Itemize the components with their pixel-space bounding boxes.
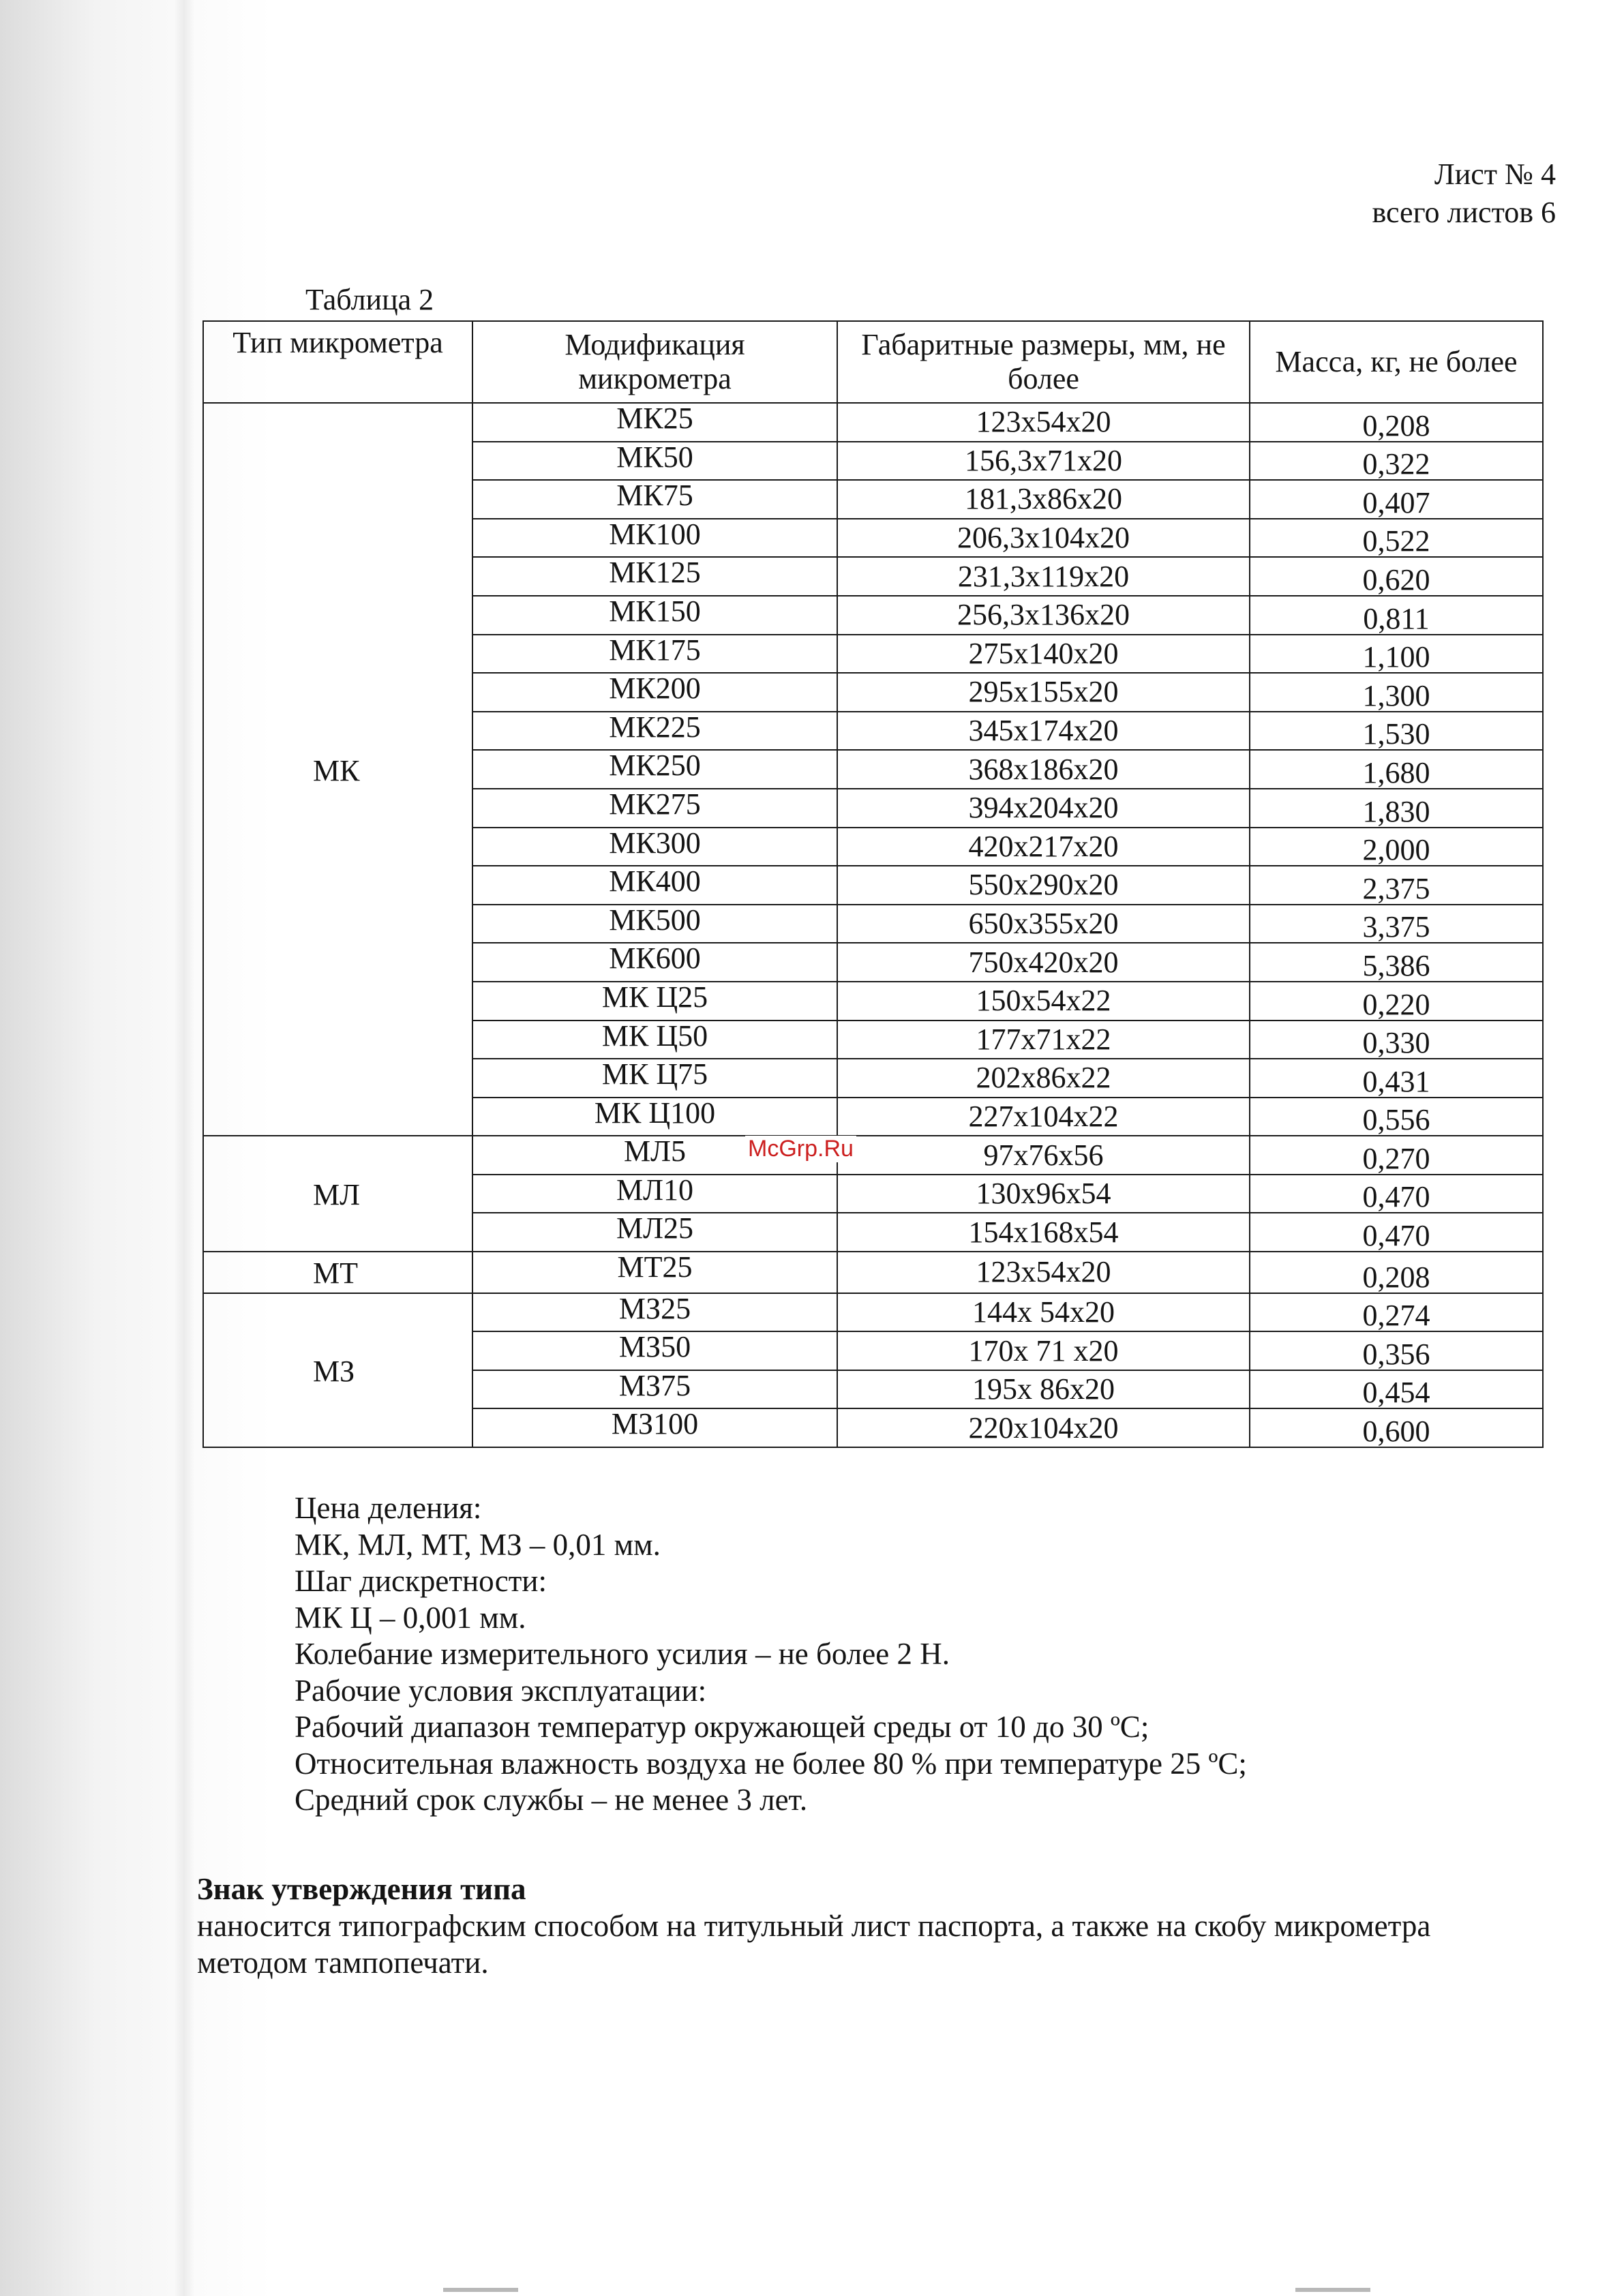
sheet-number: Лист № 4	[1434, 157, 1556, 191]
model-cell: МК Ц50	[472, 1021, 837, 1059]
mass-cell: 0,620	[1250, 557, 1543, 596]
col-header-type: Тип микрометра	[203, 321, 472, 403]
mass-cell: 0,454	[1250, 1370, 1543, 1409]
dims-cell: 195x 86x20	[837, 1370, 1250, 1409]
param-line: Рабочие условия эксплуатации:	[295, 1673, 707, 1708]
dims-cell: 154x168x54	[837, 1213, 1250, 1252]
mass-cell: 1,530	[1250, 712, 1543, 751]
param-line: МК, МЛ, МТ, МЗ – 0,01 мм.	[295, 1527, 661, 1562]
table-body	[203, 403, 1543, 1447]
model-cell: МК500	[472, 905, 837, 943]
dims-cell: 394x204x20	[837, 789, 1250, 828]
mass-cell: 1,100	[1250, 635, 1543, 674]
dims-cell: 295x155x20	[837, 673, 1250, 712]
dims-cell: 144x 54x20	[837, 1293, 1250, 1332]
model-cell: МК150	[472, 596, 837, 635]
model-cell: МК175	[472, 635, 837, 674]
mass-cell: 0,208	[1250, 1252, 1543, 1293]
mass-cell: 0,220	[1250, 982, 1543, 1021]
model-cell: МЛ25	[472, 1213, 837, 1252]
dims-cell: 750x420x20	[837, 943, 1250, 982]
model-cell: МК100	[472, 519, 837, 558]
mass-cell: 0,431	[1250, 1059, 1543, 1098]
total-sheets: всего листов 6	[1372, 196, 1556, 229]
table-row	[203, 1293, 1543, 1332]
param-line: Рабочий диапазон температур окружающей среды от 10 до 30 ºС;	[295, 1710, 1149, 1744]
col-header-dims	[837, 321, 1250, 403]
type-cell: МК	[203, 403, 472, 1136]
model-cell: МЗ75	[472, 1370, 837, 1409]
mass-cell: 0,270	[1250, 1136, 1543, 1175]
type-cell: МЗ	[203, 1293, 472, 1447]
param-line: Шаг дискретности:	[295, 1564, 547, 1598]
approval-mark-text	[197, 1907, 1547, 1981]
param-line: Средний срок службы – не менее 3 лет.	[295, 1783, 808, 1817]
dims-cell: 177x71x22	[837, 1021, 1250, 1059]
dims-cell: 256,3x136x20	[837, 596, 1250, 635]
mass-cell: 0,208	[1250, 403, 1543, 442]
table-row	[203, 1136, 1543, 1175]
dims-cell: 368x186x20	[837, 750, 1250, 789]
mass-cell: 5,386	[1250, 943, 1543, 982]
model-cell: МК Ц75	[472, 1059, 837, 1098]
model-cell: МТ25	[472, 1252, 837, 1293]
dims-cell: 150x54x22	[837, 982, 1250, 1021]
mass-cell: 0,274	[1250, 1293, 1543, 1332]
mass-cell: 0,811	[1250, 596, 1543, 635]
scan-artifact	[1295, 2288, 1370, 2292]
model-cell: МЛ5	[472, 1136, 837, 1175]
table-caption: Таблица 2	[305, 283, 434, 316]
mass-cell: 1,680	[1250, 750, 1543, 789]
mass-cell: 0,470	[1250, 1175, 1543, 1213]
type-cell: МТ	[203, 1252, 472, 1293]
dims-cell: 123x54x20	[837, 403, 1250, 442]
model-cell: МК400	[472, 866, 837, 905]
model-cell: МК250	[472, 750, 837, 789]
dims-cell: 220x104x20	[837, 1408, 1250, 1447]
model-cell: МК25	[472, 403, 837, 442]
model-cell: МЗ50	[472, 1331, 837, 1370]
dims-cell: 206,3x104x20	[837, 519, 1250, 558]
model-cell: МК75	[472, 480, 837, 519]
mass-cell: 1,300	[1250, 673, 1543, 712]
table-header-row	[203, 321, 1543, 403]
mass-cell: 0,522	[1250, 519, 1543, 558]
model-cell: МЛ10	[472, 1175, 837, 1213]
mass-cell: 2,375	[1250, 866, 1543, 905]
param-line: Относительная влажность воздуха не более 80 % при температуре 25 ºС;	[295, 1746, 1247, 1781]
dims-cell: 97x76x56	[837, 1136, 1250, 1175]
model-cell: МК275	[472, 789, 837, 828]
dims-cell: 130x96x54	[837, 1175, 1250, 1213]
mass-cell: 0,322	[1250, 442, 1543, 481]
dims-cell: 231,3x119x20	[837, 557, 1250, 596]
approval-mark-title: Знак утверждения типа	[197, 1872, 526, 1906]
col-header-model-text: Модификация микрометра	[565, 328, 745, 395]
type-cell: МЛ	[203, 1136, 472, 1252]
approval-mark-line: методом тампопечати.	[197, 1946, 489, 1980]
dims-cell: 202x86x22	[837, 1059, 1250, 1098]
col-header-dims-text: Габаритные размеры, мм, не более	[861, 328, 1226, 395]
model-cell: МК50	[472, 442, 837, 481]
mass-cell: 1,830	[1250, 789, 1543, 828]
dims-cell: 550x290x20	[837, 866, 1250, 905]
model-cell: МЗ100	[472, 1408, 837, 1447]
model-cell: МЗ25	[472, 1293, 837, 1332]
dims-cell: 227x104x22	[837, 1098, 1250, 1136]
param-line: МК Ц – 0,001 мм.	[295, 1600, 526, 1635]
dims-cell: 275x140x20	[837, 635, 1250, 674]
dims-cell: 345x174x20	[837, 712, 1250, 751]
dims-cell: 420x217x20	[837, 828, 1250, 866]
param-line: Цена деления:	[295, 1491, 482, 1525]
model-cell: МК Ц100	[472, 1098, 837, 1136]
col-header-mass: Масса, кг, не более	[1250, 321, 1543, 403]
model-cell: МК200	[472, 673, 837, 712]
mass-cell: 3,375	[1250, 905, 1543, 943]
binding-shadow	[174, 0, 194, 2296]
model-cell: МК125	[472, 557, 837, 596]
model-cell: МК300	[472, 828, 837, 866]
dims-cell: 181,3x86x20	[837, 480, 1250, 519]
mass-cell: 0,407	[1250, 480, 1543, 519]
micrometer-spec-table	[202, 320, 1544, 1448]
approval-mark-line: наносится типографским способом на титульный лист паспорта, а также на скобу микрометра	[197, 1909, 1431, 1943]
mass-cell: 0,330	[1250, 1021, 1543, 1059]
scan-artifact	[443, 2288, 518, 2292]
dims-cell: 123x54x20	[837, 1252, 1250, 1293]
sheet-info	[1372, 155, 1556, 232]
table-row	[203, 1252, 1543, 1293]
param-line: Колебание измерительного усилия – не более 2 Н.	[295, 1637, 950, 1671]
dims-cell: 156,3x71x20	[837, 442, 1250, 481]
mass-cell: 0,556	[1250, 1098, 1543, 1136]
mass-cell: 0,600	[1250, 1408, 1543, 1447]
dims-cell: 170x 71 x20	[837, 1331, 1250, 1370]
model-cell: МК225	[472, 712, 837, 751]
table-row	[203, 403, 1543, 442]
watermark: McGrp.Ru	[745, 1136, 856, 1162]
mass-cell: 0,470	[1250, 1213, 1543, 1252]
model-cell: МК Ц25	[472, 982, 837, 1021]
model-cell: МК600	[472, 943, 837, 982]
mass-cell: 0,356	[1250, 1331, 1543, 1370]
dims-cell: 650x355x20	[837, 905, 1250, 943]
mass-cell: 2,000	[1250, 828, 1543, 866]
col-header-model	[472, 321, 837, 403]
measurement-parameters	[295, 1490, 1247, 1819]
